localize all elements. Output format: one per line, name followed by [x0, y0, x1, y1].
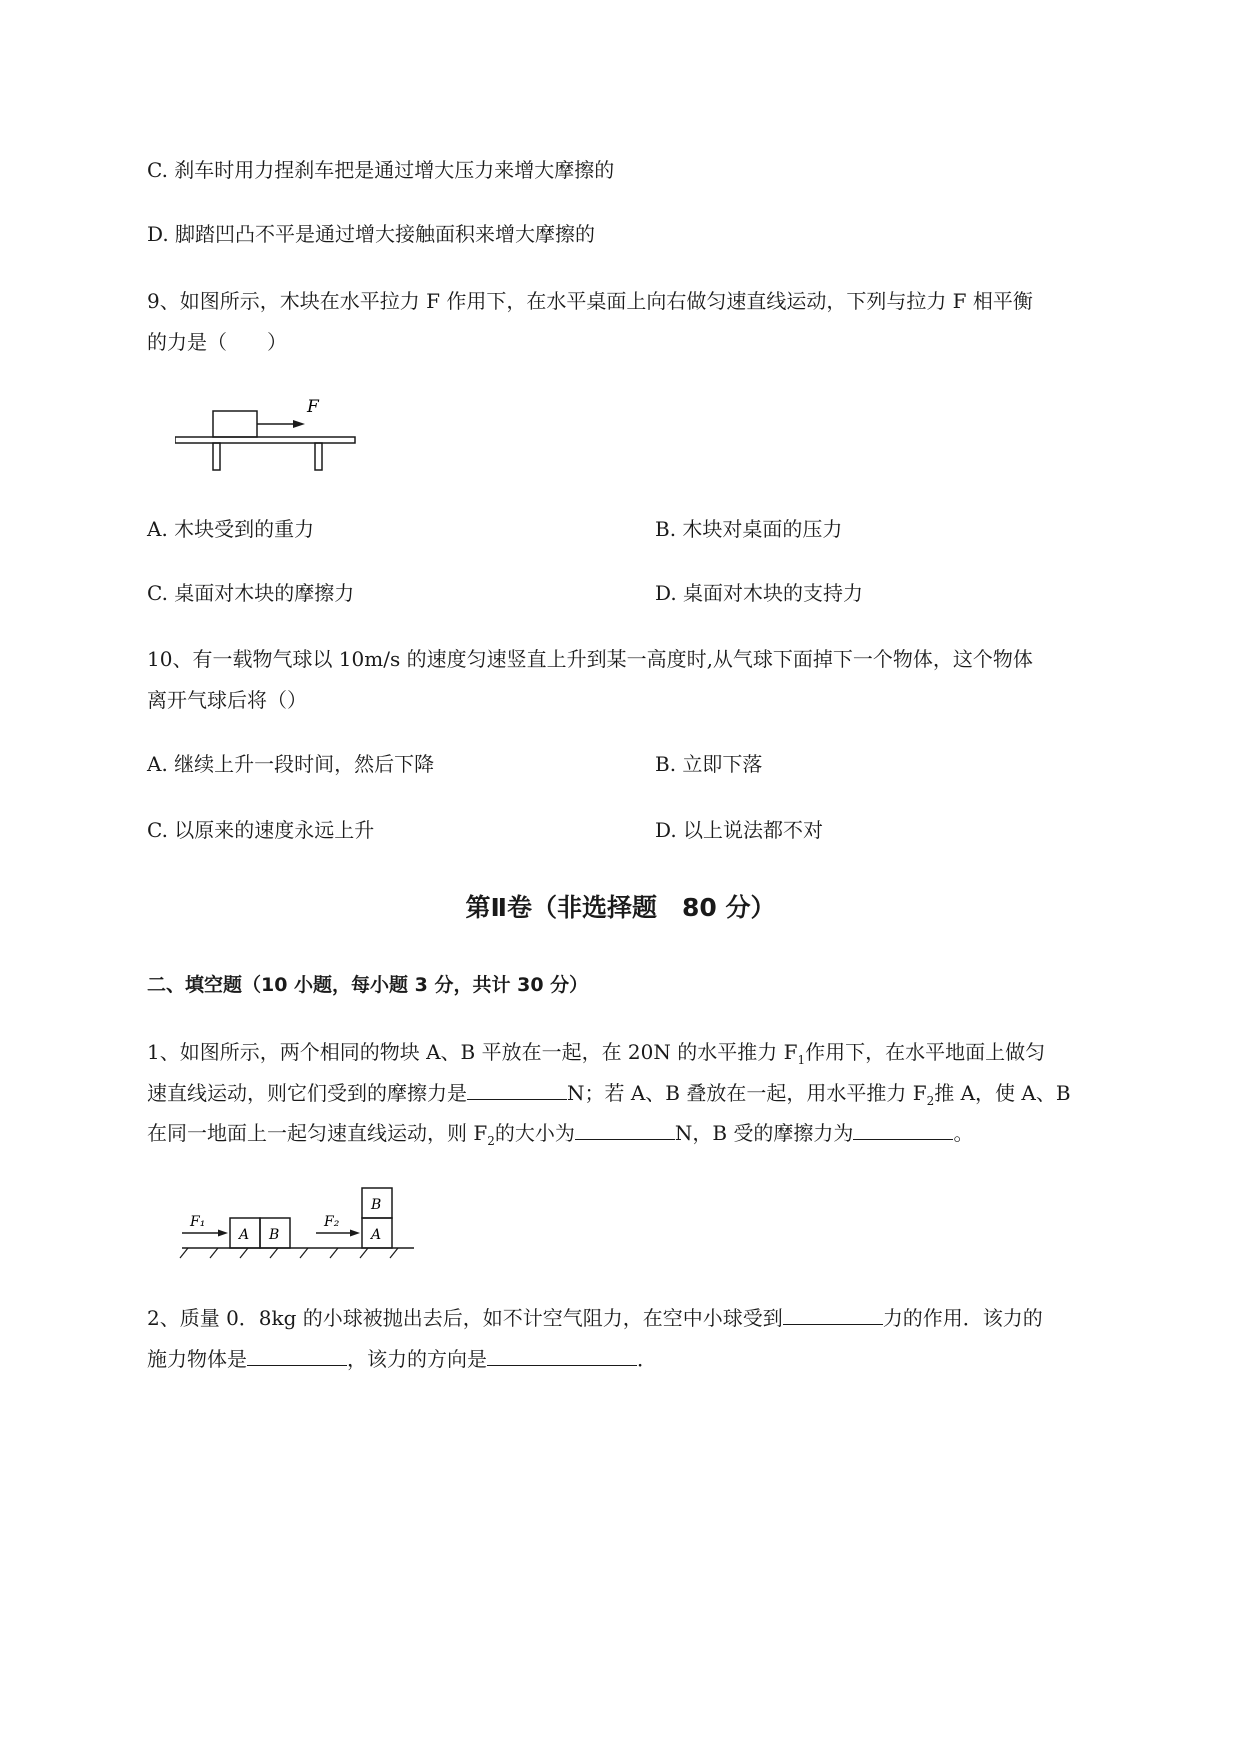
- q10-option-c: C. 以原来的速度永远上升: [147, 818, 375, 842]
- fill1-fig-block-b2: B: [371, 1197, 382, 1213]
- fill2-blank-direction[interactable]: [487, 1347, 637, 1366]
- fill2-blank-force[interactable]: [783, 1306, 883, 1325]
- fill1-line3: 在同一地面上一起匀速直线运动，则 $F_2$的大小为 N，B 受的摩擦力为 。: [147, 1121, 974, 1148]
- fill1-blank-b-friction[interactable]: [853, 1121, 953, 1140]
- section-title: 第Ⅱ卷（非选择题 80 分）: [465, 893, 776, 922]
- q9-stem-line2: 的力是（ ）: [147, 330, 287, 354]
- q10-stem-line2: 离开气球后将（）: [147, 688, 307, 712]
- fill1-blank-friction[interactable]: [467, 1081, 567, 1100]
- q9-option-b: B. 木块对桌面的压力: [655, 517, 843, 541]
- fill2-blank-source[interactable]: [247, 1347, 347, 1366]
- option-c-prev: C. 刹车时用力捏刹车把是通过增大压力来增大摩擦的: [147, 158, 615, 182]
- fill1-fig-block-a1: A: [239, 1227, 250, 1243]
- option-d-prev: D. 脚踏凹凸不平是通过增大接触面积来增大摩擦的: [147, 222, 596, 246]
- q10-option-d: D. 以上说法都不对: [655, 818, 824, 842]
- fill2-line2: 施力物体是 ，该力的方向是 ．: [147, 1347, 657, 1371]
- q9-option-c: C. 桌面对木块的摩擦力: [147, 581, 355, 605]
- q10-stem-line1: 10、有一载物气球以 10m/s 的速度匀速竖直上升到某一高度时,从气球下面掉下一个物体，这个物体: [147, 647, 1033, 671]
- fill1-figure-blocks: [178, 1180, 418, 1268]
- q9-figure-block-on-table: [175, 395, 365, 477]
- fill1-line2: 速直线运动，则它们受到的摩擦力是 N；若 A、B 叠放在一起，用水平推力 $F_2$推 A，使 A、B: [147, 1081, 1071, 1108]
- q9-option-d: D. 桌面对木块的支持力: [655, 581, 864, 605]
- fill1-fig-block-b1: B: [269, 1227, 280, 1243]
- q9-option-a: A. 木块受到的重力: [147, 517, 315, 541]
- q10-option-b: B. 立即下落: [655, 752, 763, 776]
- fill1-fig-f2-label: F₂: [324, 1214, 340, 1230]
- fill1-fig-f1-label: F₁: [190, 1214, 206, 1230]
- q9-force-label: F: [307, 397, 319, 417]
- fill1-fig-block-a2: A: [371, 1227, 382, 1243]
- fill1-blank-f2[interactable]: [575, 1121, 675, 1140]
- fill2-line1: 2、质量 0．8kg 的小球被抛出去后，如不计空气阻力，在空中小球受到 力的作用．该力的: [147, 1306, 1043, 1330]
- section-subtitle: 二、填空题（10 小题，每小题 3 分，共计 30 分）: [147, 974, 589, 996]
- q10-option-a: A. 继续上升一段时间，然后下降: [147, 752, 435, 776]
- fill1-line1: 1、如图所示，两个相同的物块 A、B 平放在一起，在 20N 的水平推力 $F_1$作用下，在水平地面上做匀: [147, 1040, 1046, 1067]
- q9-stem-line1: 9、如图所示，木块在水平拉力 F 作用下，在水平桌面上向右做匀速直线运动，下列与拉力 F 相平衡: [147, 289, 1033, 313]
